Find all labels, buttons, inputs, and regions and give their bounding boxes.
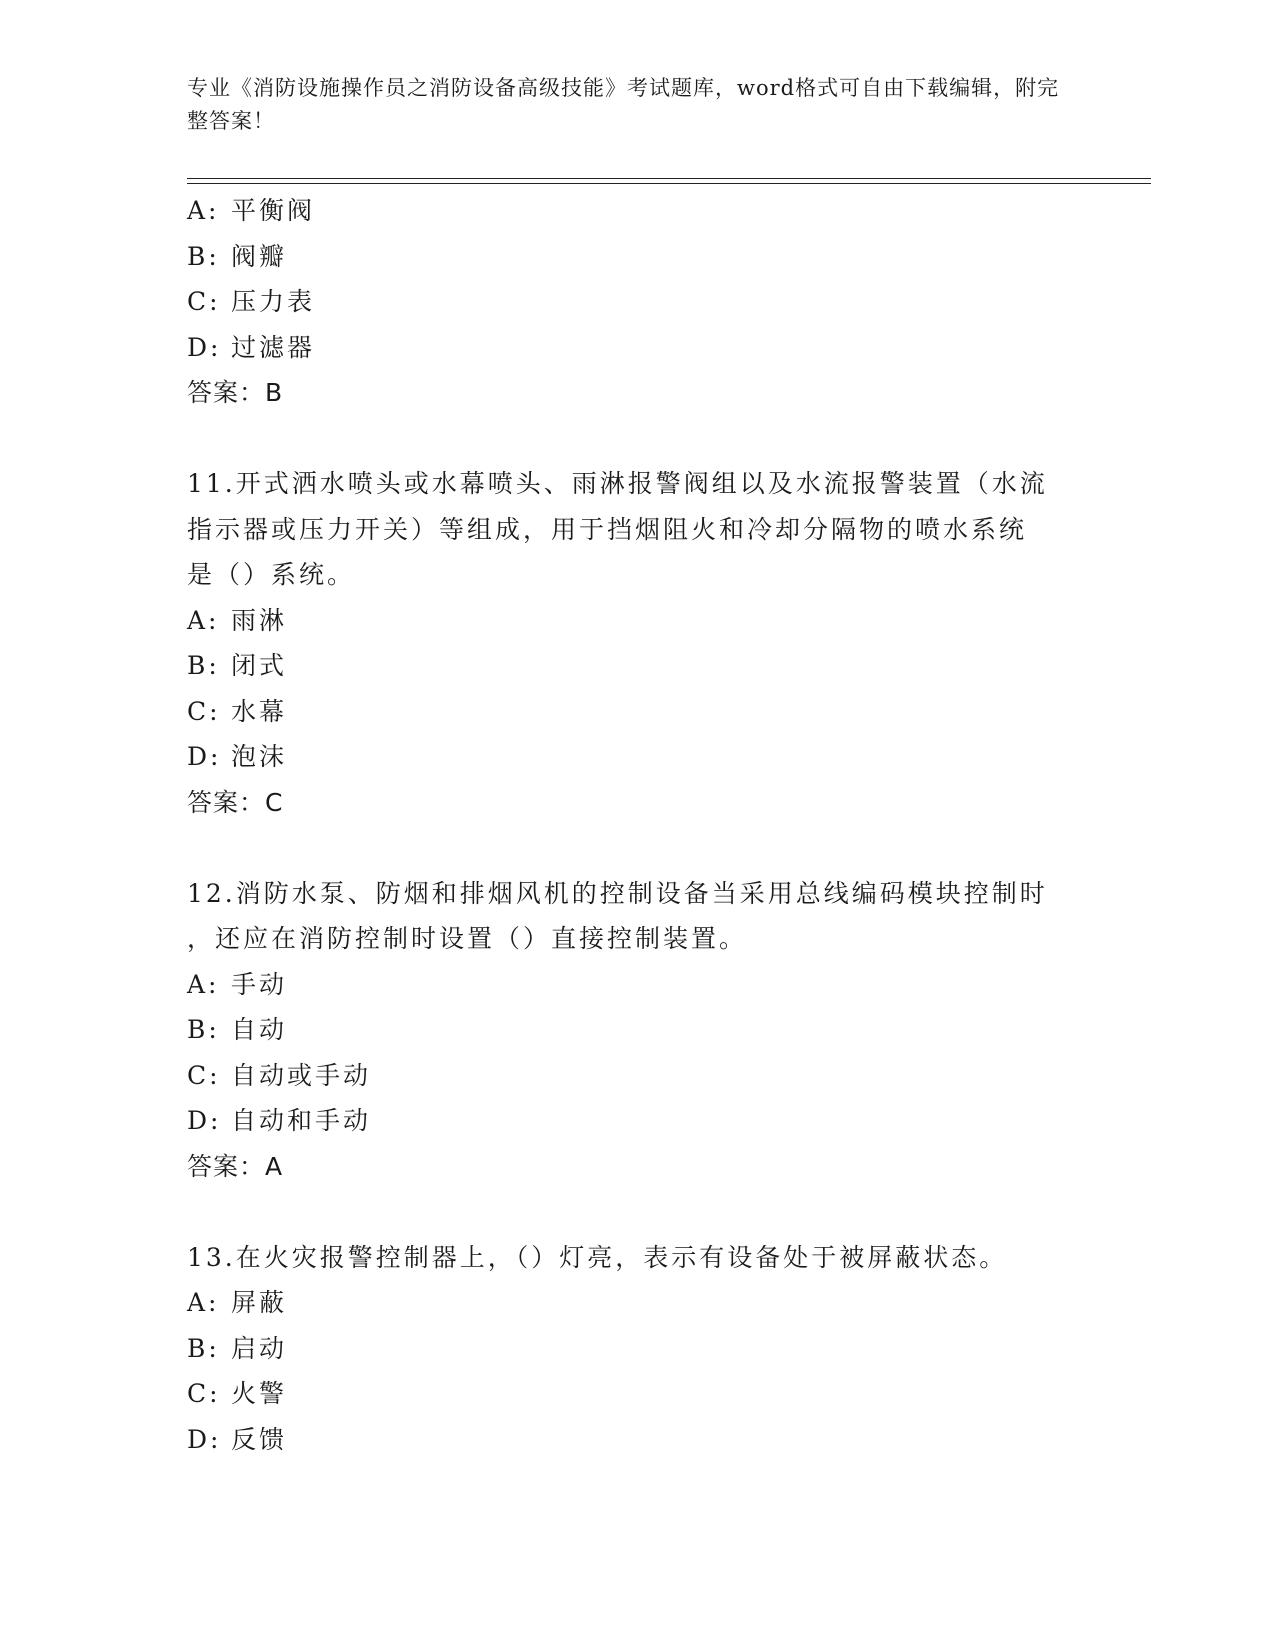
- option-c: [187, 689, 1087, 735]
- option-letter: A:: [187, 1288, 220, 1317]
- option-letter: B:: [187, 651, 220, 680]
- option-text: 水幕: [231, 696, 288, 726]
- option-c: [187, 279, 1087, 325]
- option-b: [187, 234, 1087, 280]
- answer-line: 答案：C: [187, 787, 284, 817]
- option-text: 自动和手动: [231, 1106, 372, 1135]
- option-text: 阀瓣: [231, 241, 288, 271]
- spacer: [187, 416, 1087, 462]
- option-letter: A:: [187, 605, 220, 635]
- option-letter: D:: [187, 1106, 222, 1135]
- option-letter: B:: [187, 241, 220, 271]
- option-letter: C:: [187, 696, 221, 726]
- question-content: [187, 188, 1087, 1462]
- option-text: 压力表: [231, 287, 316, 316]
- question-13-block: [187, 1235, 1087, 1463]
- option-letter: B:: [187, 1015, 220, 1044]
- option-text: 手动: [231, 969, 288, 999]
- question-11-block: [187, 461, 1087, 825]
- option-letter: D:: [187, 1424, 222, 1454]
- option-letter: A:: [187, 196, 220, 225]
- answer-line: 答案：B: [187, 378, 284, 407]
- spacer: [187, 1189, 1087, 1235]
- option-text: 泡沫: [231, 742, 288, 771]
- option-c: [187, 1371, 1087, 1417]
- option-letter: C:: [187, 287, 221, 316]
- option-text: 火警: [231, 1379, 288, 1408]
- option-letter: D:: [187, 742, 222, 771]
- spacer: [187, 825, 1087, 871]
- option-d: [187, 1098, 1087, 1144]
- option-text: 雨淋: [231, 605, 288, 635]
- option-letter: D:: [187, 332, 222, 362]
- option-a: [187, 1280, 1087, 1326]
- prev-question-block: [187, 188, 1087, 416]
- option-text: 启动: [231, 1333, 288, 1363]
- question-text-line: 13.在火灾报警控制器上，（）灯亮，表示有设备处于被屏蔽状态。: [187, 1242, 1008, 1272]
- document-header: 专业《消防设施操作员之消防设备高级技能》考试题库，word格式可自由下载编辑，附完整答案！: [187, 76, 1060, 133]
- question-text-line: 是（）系统。: [187, 560, 356, 589]
- option-text: 屏蔽: [231, 1288, 288, 1317]
- option-b: [187, 1007, 1087, 1053]
- option-a: [187, 962, 1087, 1008]
- question-12-block: [187, 871, 1087, 1190]
- option-text: 过滤器: [231, 332, 316, 362]
- header-divider-top: [187, 178, 1151, 179]
- option-d: [187, 325, 1087, 371]
- question-text-line: 指示器或压力开关）等组成，用于挡烟阻火和冷却分隔物的喷水系统: [187, 514, 1028, 544]
- option-b: [187, 643, 1087, 689]
- option-text: 反馈: [231, 1424, 288, 1454]
- option-d: [187, 1417, 1087, 1463]
- question-text-line: 11.开式洒水喷头或水幕喷头、雨淋报警阀组以及水流报警装置（水流: [187, 469, 1048, 498]
- option-letter: B:: [187, 1333, 220, 1363]
- option-text: 自动或手动: [231, 1060, 372, 1090]
- option-a: [187, 598, 1087, 644]
- option-letter: A:: [187, 969, 220, 999]
- question-text-line: 12.消防水泵、防烟和排烟风机的控制设备当采用总线编码模块控制时: [187, 878, 1048, 908]
- question-text-line: ，还应在消防控制时设置（）直接控制装置。: [187, 924, 748, 953]
- option-d: [187, 734, 1087, 780]
- option-text: 平衡阀: [231, 196, 316, 225]
- option-text: 自动: [231, 1015, 288, 1044]
- option-c: [187, 1053, 1087, 1099]
- answer-line: 答案：A: [187, 1151, 284, 1181]
- option-text: 闭式: [231, 651, 288, 680]
- option-a: [187, 188, 1087, 234]
- option-letter: C:: [187, 1379, 221, 1408]
- option-letter: C:: [187, 1060, 221, 1090]
- option-b: [187, 1326, 1087, 1372]
- header-divider-bottom: [187, 183, 1151, 184]
